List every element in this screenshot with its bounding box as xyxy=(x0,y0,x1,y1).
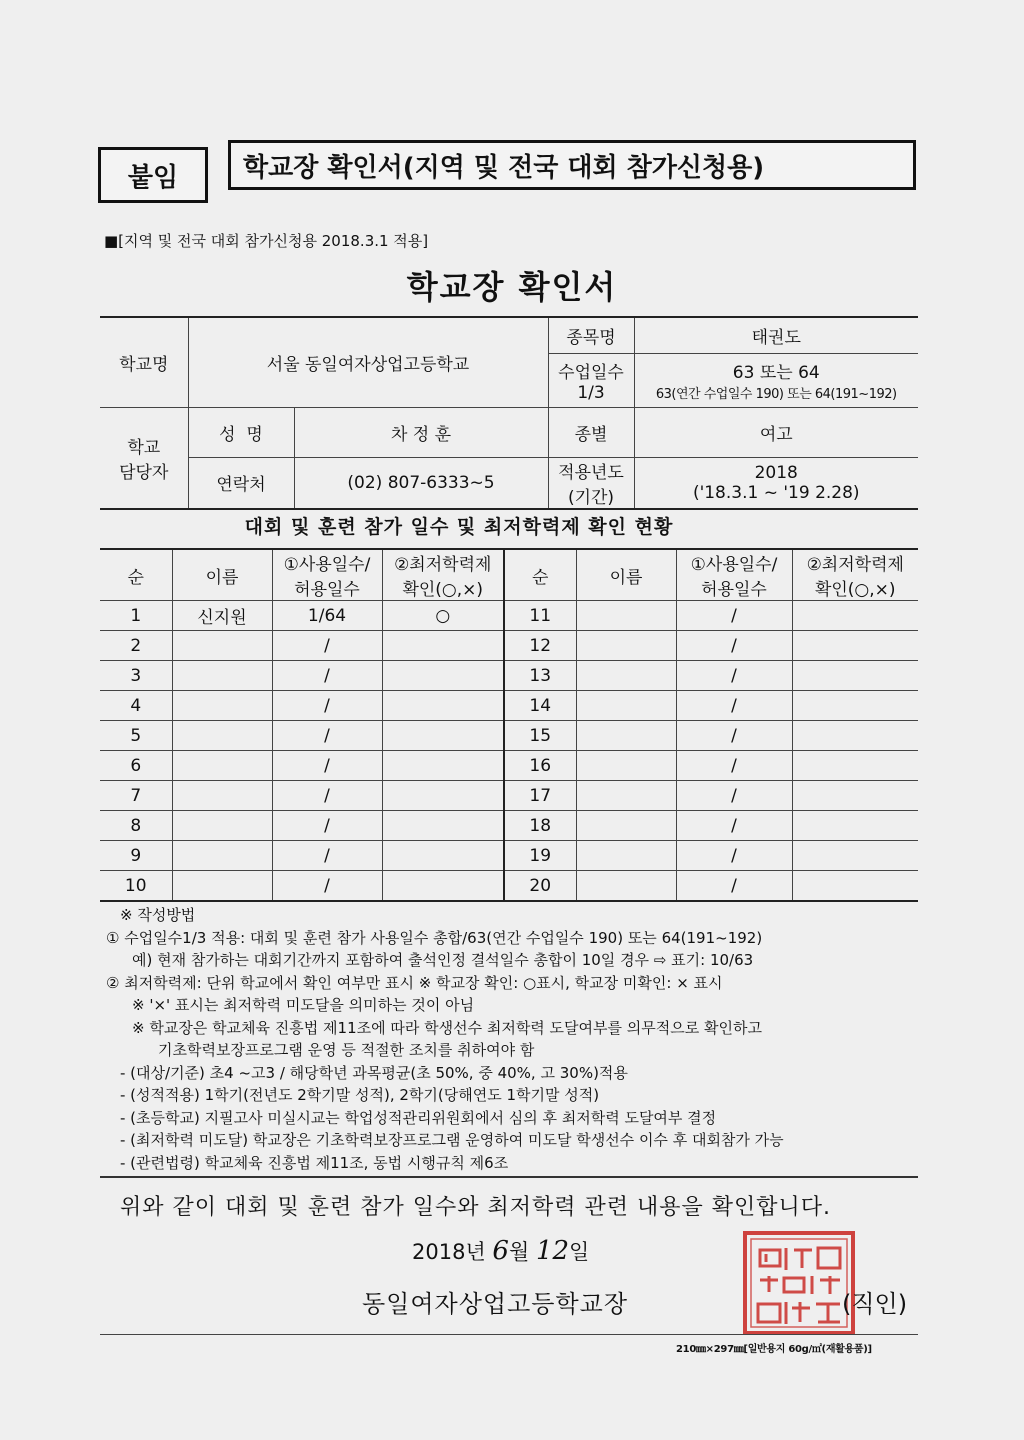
row-no: 5 xyxy=(100,721,172,751)
instruction-line: ※ '×' 표시는 최저학력 미도달을 의미하는 것이 아님 xyxy=(132,996,475,1014)
col-name: 이름 xyxy=(172,549,272,601)
official-seal-icon xyxy=(742,1230,856,1336)
row-no: 6 xyxy=(100,751,172,781)
row-name xyxy=(172,721,272,751)
gender-value: 여고 xyxy=(634,407,918,457)
col-days-right xyxy=(676,549,792,601)
date-day: 12 xyxy=(535,1236,570,1266)
school-name-value: 서울 동일여자상업고등학교 xyxy=(188,317,548,407)
row-name xyxy=(172,841,272,871)
days-value: 63 또는 64 xyxy=(732,363,820,383)
col-name-right: 이름 xyxy=(576,549,676,601)
row-name xyxy=(172,631,272,661)
row-days: / xyxy=(272,841,382,871)
row-no: 4 xyxy=(100,691,172,721)
days-label xyxy=(548,353,634,407)
col-no: 순 xyxy=(100,549,172,601)
col-days-line2: 허용일수 xyxy=(294,580,360,600)
col-check-right-line2: 확인(○,×) xyxy=(814,580,896,600)
row-name xyxy=(172,871,272,902)
instruction-line: - (성적적용) 1학기(전년도 2학기말 성적), 2학기(당해연도 1학기말 성적) xyxy=(120,1086,600,1104)
date-day-unit: 일 xyxy=(569,1240,590,1264)
row-no-right: 16 xyxy=(504,751,576,781)
row-days-right: / xyxy=(676,721,792,751)
info-table xyxy=(100,316,918,510)
row-no: 7 xyxy=(100,781,172,811)
row-no: 2 xyxy=(100,631,172,661)
table-row xyxy=(100,871,918,902)
row-name xyxy=(172,811,272,841)
year-label xyxy=(548,457,634,509)
row-check xyxy=(382,631,504,661)
row-days: 1/64 xyxy=(272,601,382,631)
principal-name: 동일여자상업고등학교장 xyxy=(362,1290,629,1318)
row-days: / xyxy=(272,721,382,751)
row-check: ○ xyxy=(382,601,504,631)
confirm-statement: 위와 같이 대회 및 훈련 참가 일수와 최저학력 관련 내용을 확인합니다. xyxy=(120,1195,831,1220)
seal-note: (직인) xyxy=(842,1290,908,1318)
row-check xyxy=(382,661,504,691)
row-name-right xyxy=(576,691,676,721)
row-days-right: / xyxy=(676,691,792,721)
row-days: / xyxy=(272,751,382,781)
instructions xyxy=(106,904,921,1174)
event-value: 태권도 xyxy=(634,317,918,353)
row-no: 1 xyxy=(100,601,172,631)
row-check xyxy=(382,691,504,721)
row-no: 3 xyxy=(100,661,172,691)
row-days-right: / xyxy=(676,841,792,871)
row-days-right: / xyxy=(676,781,792,811)
days-value-cell xyxy=(634,353,918,407)
row-days-right: / xyxy=(676,631,792,661)
row-name-right xyxy=(576,871,676,902)
year-label-line2: (기간) xyxy=(567,487,615,508)
row-no-right: 11 xyxy=(504,601,576,631)
name-value: 차 정 훈 xyxy=(294,407,548,457)
divider xyxy=(100,1176,918,1178)
row-check xyxy=(382,751,504,781)
row-no-right: 15 xyxy=(504,721,576,751)
form-note: ■[지역 및 전국 대회 참가신청용 2018.3.1 적용] xyxy=(104,232,429,250)
row-check-right xyxy=(792,601,918,631)
row-days-right: / xyxy=(676,601,792,631)
status-heading: 대회 및 훈련 참가 일수 및 최저학력제 확인 현황 xyxy=(244,516,674,538)
event-label: 종목명 xyxy=(548,317,634,353)
issue-date xyxy=(412,1236,589,1266)
date-year: 2018년 xyxy=(412,1240,486,1264)
table-row xyxy=(100,811,918,841)
row-days-right: / xyxy=(676,811,792,841)
row-check-right xyxy=(792,841,918,871)
year-value-cell xyxy=(634,457,918,509)
row-days: / xyxy=(272,781,382,811)
row-check xyxy=(382,871,504,902)
row-check-right xyxy=(792,661,918,691)
row-days: / xyxy=(272,691,382,721)
row-days: / xyxy=(272,811,382,841)
row-name-right xyxy=(576,841,676,871)
row-days: / xyxy=(272,661,382,691)
manager-label xyxy=(100,407,188,509)
row-days: / xyxy=(272,631,382,661)
days-label-line2: 1/3 xyxy=(577,382,605,403)
col-check xyxy=(382,549,504,601)
row-no-right: 12 xyxy=(504,631,576,661)
row-name-right xyxy=(576,781,676,811)
row-check xyxy=(382,811,504,841)
paper-spec: 210㎜×297㎜[일반용지 60g/㎡(재활용품)] xyxy=(676,1344,872,1355)
table-row xyxy=(100,631,918,661)
row-check-right xyxy=(792,721,918,751)
contact-value: (02) 807-6333~5 xyxy=(294,457,548,509)
instructions-heading: ※ 작성방법 xyxy=(120,906,196,924)
row-name-right xyxy=(576,601,676,631)
table-row xyxy=(100,601,918,631)
col-check-right xyxy=(792,549,918,601)
row-name-right xyxy=(576,721,676,751)
row-no-right: 17 xyxy=(504,781,576,811)
row-name xyxy=(172,691,272,721)
row-check-right xyxy=(792,631,918,661)
col-days-right-line1: ①사용일수/ xyxy=(690,555,778,575)
instruction-line: - (최저학력 미도달) 학교장은 기초학력보장프로그램 운영하여 미도달 학생선수 이수 후 대회참가 가능 xyxy=(120,1131,784,1149)
col-days-line1: ①사용일수/ xyxy=(283,555,371,575)
table-row xyxy=(100,721,918,751)
contact-label: 연락처 xyxy=(188,457,294,509)
days-note: 63(연간 수업일수 190) 또는 64(191~192) xyxy=(655,387,897,402)
instruction-line: ※ 학교장은 학교체육 진흥법 제11조에 따라 학생선수 최저학력 도달여부를 의무적으로 확인하고 xyxy=(132,1018,762,1037)
status-table xyxy=(100,548,918,902)
header-title: 학교장 확인서(지역 및 전국 대회 참가신청용) xyxy=(228,140,916,190)
instruction-line: - (관련법령) 학교체육 진흥법 제11조, 동법 시행규칙 제6조 xyxy=(120,1153,509,1172)
row-name xyxy=(172,661,272,691)
row-no: 8 xyxy=(100,811,172,841)
row-name: 신지원 xyxy=(172,601,272,631)
col-check-line1: ②최저학력제 xyxy=(394,555,492,575)
instruction-line: - (초등학교) 지필고사 미실시교는 학업성적관리위원회에서 심의 후 최저학력 도달여부 결정 xyxy=(120,1108,717,1127)
instruction-line: 예) 현재 참가하는 대회기간까지 포함하여 출석인정 결석일수 총합이 10일 경우 ⇨ 표기: 10/63 xyxy=(132,951,754,969)
col-days-right-line2: 허용일수 xyxy=(701,580,767,600)
row-check-right xyxy=(792,751,918,781)
table-row xyxy=(100,841,918,871)
row-days-right: / xyxy=(676,661,792,691)
instruction-line: ① 수업일수1/3 적용: 대회 및 훈련 참가 사용일수 총합/63(연간 수업일수 190) 또는 64(191~192) xyxy=(106,928,763,947)
row-days: / xyxy=(272,871,382,902)
instruction-line: 기초학력보장프로그램 운영 등 적절한 조치를 취하여야 함 xyxy=(158,1041,535,1059)
manager-label-line2: 담당자 xyxy=(119,462,169,483)
instruction-line: - (대상/기준) 초4 ~고3 / 해당학년 과목평균(초 50%, 중 40%, 고 30%)적용 xyxy=(120,1063,628,1082)
divider xyxy=(100,1334,918,1335)
instruction-line: ② 최저학력제: 단위 학교에서 확인 여부만 표시 ※ 학교장 확인: ○표시, 학교장 미확인: × 표시 xyxy=(106,973,723,992)
row-name-right xyxy=(576,631,676,661)
date-month-unit: 월 xyxy=(508,1240,530,1264)
row-check-right xyxy=(792,781,918,811)
page-title: 학교장 확인서 xyxy=(406,268,618,306)
table-row xyxy=(100,661,918,691)
row-no-right: 19 xyxy=(504,841,576,871)
row-no-right: 20 xyxy=(504,871,576,902)
row-days-right: / xyxy=(676,751,792,781)
date-month: 6 xyxy=(492,1236,509,1266)
year-label-line1: 적용년도 xyxy=(558,462,624,483)
row-name-right xyxy=(576,811,676,841)
manager-label-line1: 학교 xyxy=(127,437,161,458)
year-value: 2018 xyxy=(754,462,798,483)
row-no-right: 14 xyxy=(504,691,576,721)
row-no-right: 13 xyxy=(504,661,576,691)
col-no-right: 순 xyxy=(504,549,576,601)
row-days-right: / xyxy=(676,871,792,902)
row-check-right xyxy=(792,691,918,721)
gender-label: 종별 xyxy=(548,407,634,457)
row-no: 10 xyxy=(100,871,172,902)
days-label-line1: 수업일수 xyxy=(558,362,624,383)
col-days xyxy=(272,549,382,601)
row-check-right xyxy=(792,871,918,902)
row-check xyxy=(382,781,504,811)
table-row xyxy=(100,781,918,811)
col-check-right-line1: ②최저학력제 xyxy=(806,555,904,575)
row-name xyxy=(172,781,272,811)
table-row xyxy=(100,751,918,781)
row-check xyxy=(382,841,504,871)
row-check-right xyxy=(792,811,918,841)
table-row xyxy=(100,691,918,721)
col-check-line2: 확인(○,×) xyxy=(402,580,484,600)
attachment-label: 붙임 xyxy=(98,147,208,203)
row-no-right: 18 xyxy=(504,811,576,841)
row-name-right xyxy=(576,661,676,691)
row-name xyxy=(172,751,272,781)
row-check xyxy=(382,721,504,751)
name-label: 성 명 xyxy=(188,407,294,457)
row-no: 9 xyxy=(100,841,172,871)
year-period: ('18.3.1 ~ '19 2.28) xyxy=(692,482,860,503)
school-name-label: 학교명 xyxy=(100,317,188,407)
row-name-right xyxy=(576,751,676,781)
